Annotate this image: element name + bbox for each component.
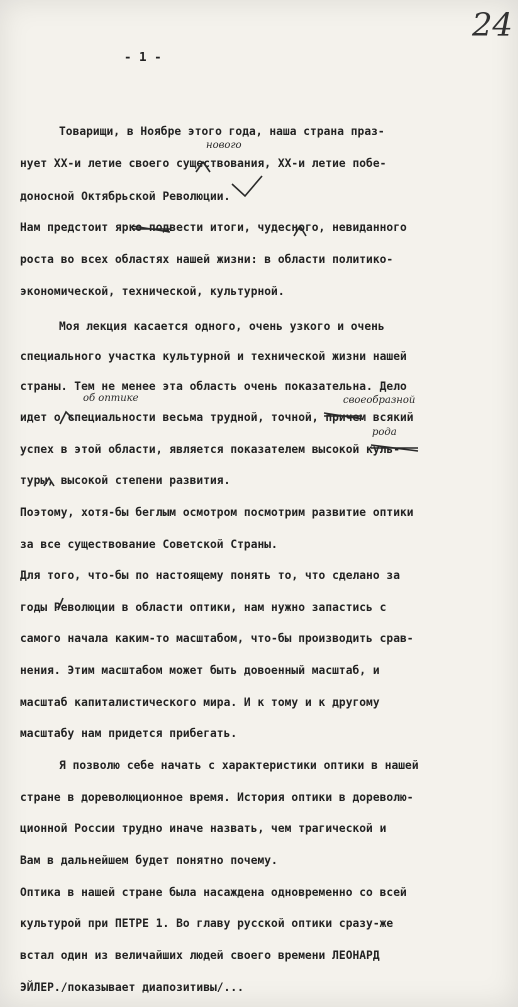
text-line: нения. Этим масштабом может быть довоенный масштаб, и	[20, 664, 380, 677]
text-line: Моя лекция касается одного, очень узкого и очень	[59, 320, 385, 333]
text-line: Товарищи, в Ноябре этого года, наша страна праз-	[59, 125, 385, 138]
insertion-caret	[44, 478, 54, 486]
insertion-caret	[58, 598, 63, 610]
text-line: Нам предстоит ярко подвести итоги, чудесного, невиданного	[20, 221, 407, 234]
text-line: специального участка культурной и технической жизни нашей	[20, 350, 407, 363]
page-number: - 1 -	[124, 49, 162, 64]
text-line: Поэтому, хотя-бы беглым осмотром посмотрим развитие оптики	[20, 506, 414, 519]
text-line: туры, высокой степени развития.	[20, 474, 231, 487]
insertion-caret	[196, 162, 210, 172]
handwritten-insertion: нового	[206, 140, 242, 151]
archive-number: 24	[472, 6, 513, 44]
text-line: за все существование Советской Страны.	[20, 538, 278, 551]
handwritten-insertion: своеобразной	[343, 395, 416, 406]
text-line: годы Революции в области оптики, нам нужно запастись с	[20, 601, 387, 614]
text-line: встал один из величайших людей своего времени ЛЕОНАРД	[20, 949, 380, 962]
margin-check	[232, 176, 262, 196]
text-line: Оптика в нашей стране была насаждена одновременно со всей	[20, 886, 407, 899]
text-line: экономической, технической, культурной.	[20, 285, 285, 298]
text-line: ЭЙЛЕР./показывает диапозитивы/...	[20, 981, 244, 994]
handwritten-insertion: рода	[372, 427, 397, 438]
text-line: доносной Октябрьской Революции.	[20, 190, 231, 203]
text-line: культурой при ПЕТРЕ 1. Во главу русской оптики сразу-же	[20, 917, 394, 930]
text-line: роста во всех областях нашей жизни: в области политико-	[20, 253, 394, 266]
text-line: масштаб капиталистического мира. И к тому и к другому	[20, 696, 380, 709]
text-line: нует XX-и летие своего существования, XX-и летие побе-	[20, 157, 387, 170]
handwritten-insertion: об оптике	[83, 393, 139, 404]
text-line: стране в дореволюционное время. История оптики в дореволю-	[20, 791, 414, 804]
text-line: идет о специальности весьма трудной, точной, причем всякий	[20, 411, 414, 424]
text-line: самого начала каким-то масштабом, что-бы производить срав-	[20, 632, 414, 645]
text-line: ционной России трудно иначе назвать, чем трагической и	[20, 822, 387, 835]
text-line: Вам в дальнейшем будет понятно почему.	[20, 854, 278, 867]
text-line: Для того, что-бы по настоящему понять то, что сделано за	[20, 569, 400, 582]
insertion-caret	[294, 226, 306, 236]
text-line: страны. Тем не менее эта область очень показательна. Дело	[20, 380, 407, 393]
text-line: успех в этой области, является показателем высокой куль-	[20, 443, 400, 456]
text-line: Я позволю себе начать с характеристики оптики в нашей	[59, 759, 419, 772]
text-line: масштабу нам придется прибегать.	[20, 727, 238, 740]
insertion-caret	[60, 412, 74, 424]
